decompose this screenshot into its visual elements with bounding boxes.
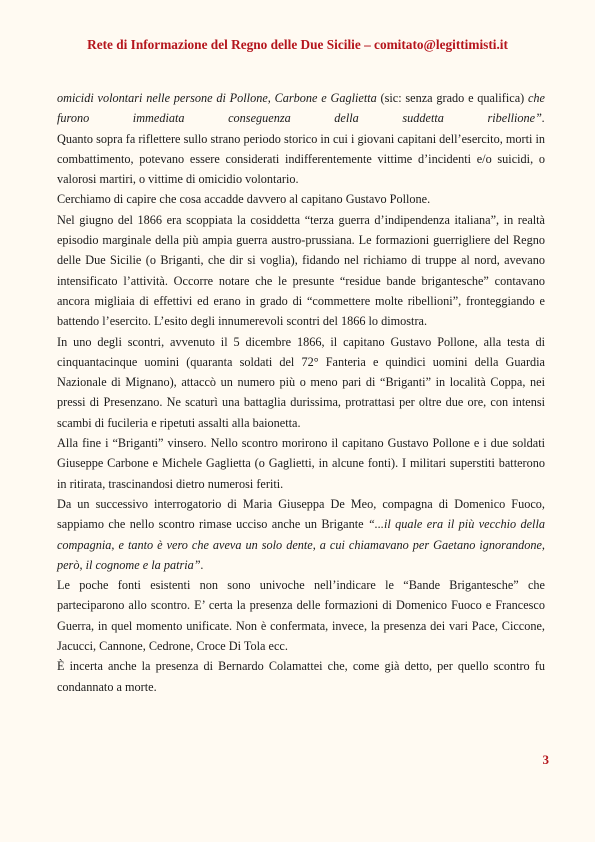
paragraph: Le poche fonti esistenti non sono univoche nell’indicare le “Bande Brigantesche” che parteciparono allo scontro. E’ certa la presenza delle formazioni di Domenico Fuoco e Francesco Guerra, in quel momento unificate. Non è confermata, invece, la presenza dei vari Pace, Ciccone, Jacucci, Cannone, Cedrone, Croce Di Tola ecc. [57,578,545,654]
paragraph: Nel giugno del 1866 era scoppiata la cosiddetta “terza guerra d’indipendenza italiana”, in realtà episodio marginale della più ampia guerra austro-prussiana. Le formazioni guerrigliere del Regno delle Due Sicilie (o Briganti, che dir si voglia), fidando nel richiamo di truppe al nord, avevano intensificato l’attività. Occorre notare che le presunte “residue bande brigantesche” contavano ancora migliaia di effettivi ed erano in grado di “commettere molte ribellioni”, fronteggiando e battendo l’esercito. L’esito degli innumerevoli scontri del 1866 lo dimostra. [57,212,545,329]
paragraph: Quanto sopra fa riflettere sullo strano periodo storico in cui i giovani capitani dell’esercito, morti in combattimento, potevano essere considerati indifferentemente vittime d’incidenti e/o suicidi, o valorosi martiri, o vittime di omicidio volontario. [57,131,545,187]
paragraph: Alla fine i “Briganti” vinsero. Nello scontro morirono il capitano Gustavo Pollone e i due soldati Giuseppe Carbone e Michele Gaglietta (o Gaglietti, in alcune fonti). I militari superstiti batterono in ritirata, trascinandosi dietro numerosi feriti. [57,436,545,491]
paragraph [57,494,545,575]
inline-text: Da un successivo interrogatorio di Maria Giuseppa De Meo, compagna di Domenico Fuoco, sappiamo che nello scontro rimase ucciso anche un Brigante [57,496,545,532]
document-body [57,88,545,697]
paragraph: Cerchiamo di capire che cosa accadde davvero al capitano Gustavo Pollone. [57,192,431,207]
page-number: 3 [542,752,549,767]
italic-quote: “...il quale era il più vecchio della compagnia, e tanto è vero che aveva un solo dente, a cui chiamavano per Gaetano ignorandone, però, il cognome e la patria”. [57,517,545,572]
paragraph: In uno degli scontri, avvenuto il 5 dicembre 1866, il capitano Gustavo Pollone, alla testa di cinquantacinque uomini (quaranta soldati del 72° Fanteria e quindici uomini della Guardia Nazionale di Mignano), attaccò un numero più o meno pari di “Briganti” in località Coppa, nei pressi di Presenzano. Ne scaturì una battaglia durissima, protrattasi per oltre due ore, con intensi scambi di fucileria e ripetuti assalti alla baionetta. [57,334,545,430]
paragraph [57,88,545,129]
paragraph: È incerta anche la presenza di Bernardo Colamattei che, come già detto, per quello scontro fu condannato a morte. [57,659,545,694]
italic-quote: che furono immediata conseguenza della suddetta ribellione”. [57,91,545,126]
document-header: Rete di Informazione del Regno delle Due Sicilie – comitato@legittimisti.it [87,37,508,52]
inline-text: (sic: senza grado e qualifica) [376,91,528,105]
italic-quote: omicidi volontari nelle persone di Pollone, Carbone e Gaglietta [57,91,377,105]
